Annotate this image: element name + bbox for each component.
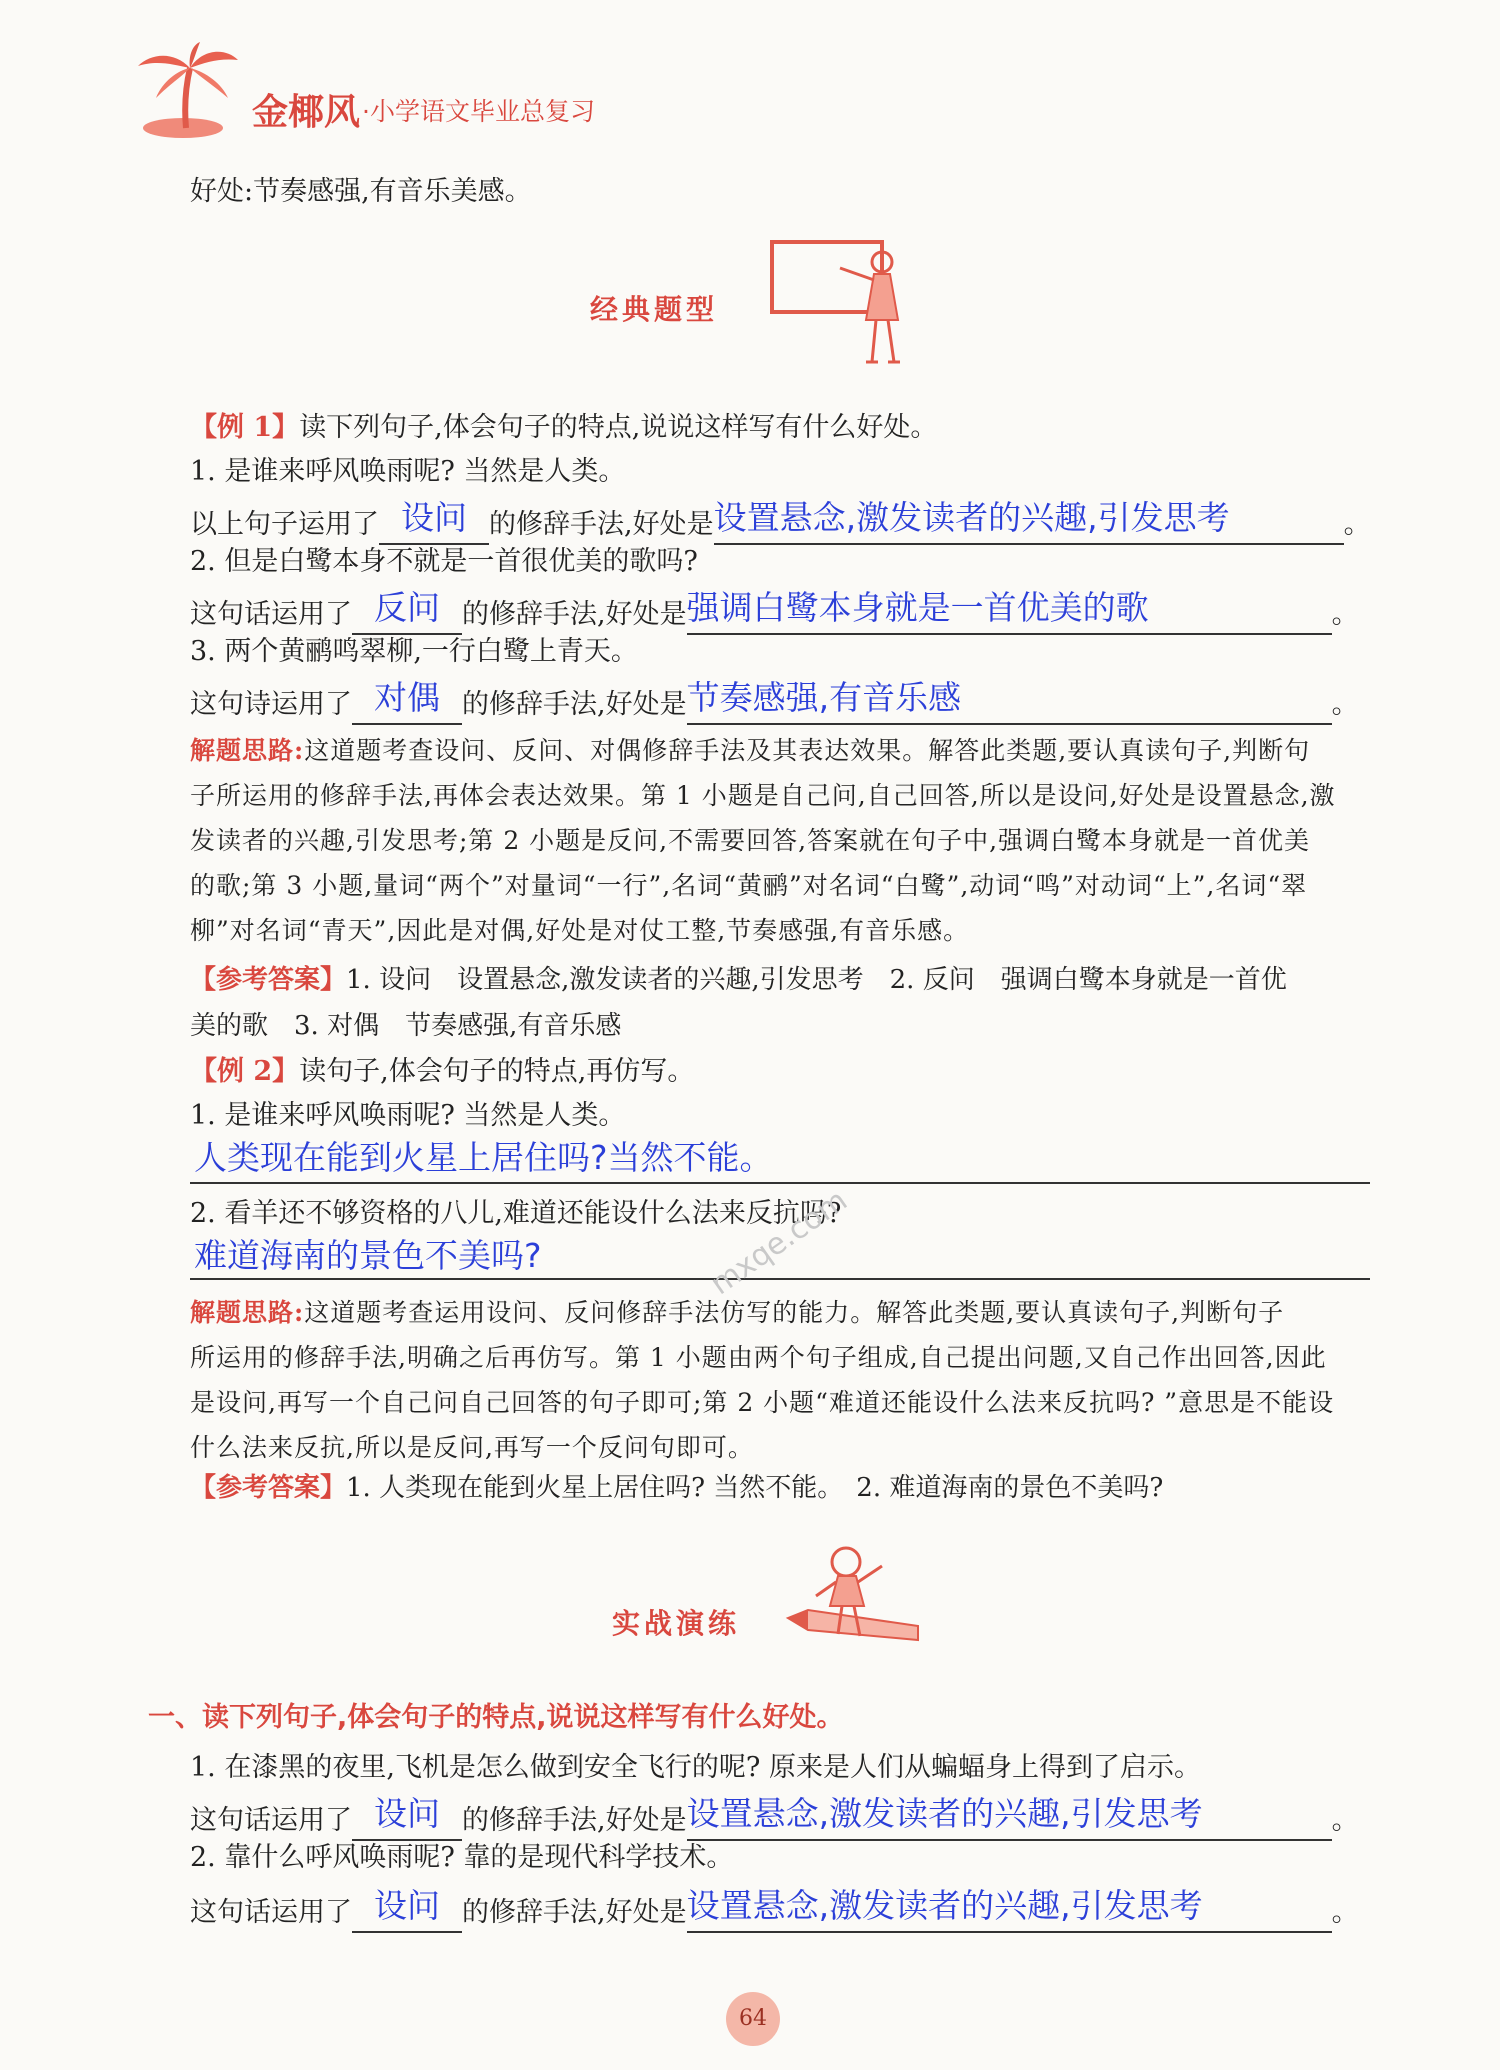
- section-title-classic: 经典题型: [590, 293, 719, 326]
- example2-prompt: 读句子,体会句子的特点,再仿写。: [299, 1056, 695, 1087]
- answer-device-2: 反问: [374, 588, 440, 627]
- example1-tag: 【例 1】: [190, 412, 300, 443]
- palm-tree-logo-icon: [128, 40, 243, 140]
- example1-sentence-1: 1. 是谁来呼风唤雨呢? 当然是人类。: [190, 456, 626, 487]
- book-subtitle: ·小学语文毕业总复习: [362, 97, 595, 126]
- practice-device-1: 设问: [374, 1794, 440, 1833]
- practice-answer-row-2: 这句话运用了 设问 的修辞手法,好处是设置悬念,激发读者的兴趣,引发思考 。: [190, 1884, 1359, 1933]
- example2-answer-line-1: 人类现在能到火星上居住吗?当然不能。: [190, 1136, 1370, 1184]
- example2-sentence-1: 1. 是谁来呼风唤雨呢? 当然是人类。: [190, 1100, 626, 1131]
- example2-reference: 【参考答案】1. 人类现在能到火星上居住吗? 当然不能。 2. 难道海南的景色不美吗?: [190, 1473, 1164, 1503]
- practice-heading: 一、读下列句子,体会句子的特点,说说这样写有什么好处。: [148, 1702, 844, 1733]
- practice-device-2: 设问: [374, 1886, 440, 1925]
- practice-sentence-2: 2. 靠什么呼风唤雨呢? 靠的是现代科学技术。: [190, 1842, 734, 1873]
- example1-reference: 【参考答案】1. 设问 设置悬念,激发读者的兴趣,引发思考 2. 反问 强调白鹭本身就是一首优: [190, 965, 1287, 995]
- example1-sentence-3: 3. 两个黄鹂鸣翠柳,一行白鹭上青天。: [190, 636, 638, 667]
- example2-tag: 【例 2】: [190, 1056, 300, 1087]
- example2-analysis: 解题思路:这道题考查运用设问、反问修辞手法仿写的能力。解答此类题,要认真读句子,判断句子 所运用的修辞手法,明确之后再仿写。第 1 小题由两个句子组成,自己提出问题,又自己作出回答,因此 是设问,再写一个自己问自己回答的句子即可;第 2 小题“难道还能设什么法来反抗吗? ”意思是不能设 什么法来反抗,所以是反问,再写一个反问句即可。: [190, 1298, 1335, 1462]
- watermark: mxqe.com: [704, 1182, 854, 1303]
- section-title-practice: 实战演练: [612, 1607, 741, 1640]
- practice-benefit-2: 设置悬念,激发读者的兴趣,引发思考: [686, 1886, 1203, 1925]
- answer-benefit-3: 节奏感强,有音乐感: [686, 678, 962, 717]
- practice-answer-row-1: 这句话运用了 设问 的修辞手法,好处是设置悬念,激发读者的兴趣,引发思考 。: [190, 1792, 1359, 1841]
- answer-device-3: 对偶: [374, 678, 440, 717]
- example2-answer-line-2: 难道海南的景色不美吗?: [190, 1234, 1370, 1280]
- page-number: 64: [726, 1992, 780, 2046]
- example1-reference-cont: 美的歌 3. 对偶 节奏感强,有音乐感: [190, 1011, 622, 1041]
- example2-sentence-2: 2. 看羊还不够资格的八儿,难道还能设什么法来反抗吗?: [190, 1198, 842, 1229]
- example1-prompt: 读下列句子,体会句子的特点,说说这样写有什么好处。: [299, 412, 938, 443]
- brand-name: 金椰风: [252, 92, 361, 133]
- practice-benefit-1: 设置悬念,激发读者的兴趣,引发思考: [686, 1794, 1203, 1833]
- example1-sentence-2: 2. 但是白鹭本身不就是一首很优美的歌吗?: [190, 546, 698, 577]
- example1-answer-row-2: 这句话运用了 反问 的修辞手法,好处是强调白鹭本身就是一首优美的歌 。: [190, 586, 1359, 635]
- answer-benefit-2: 强调白鹭本身就是一首优美的歌: [686, 588, 1149, 627]
- example1-analysis: 解题思路:这道题考查设问、反问、对偶修辞手法及其表达效果。解答此类题,要认真读句子,判断句: [190, 736, 1311, 765]
- intro-line: 好处:节奏感强,有音乐美感。: [190, 176, 532, 207]
- answer-benefit-1: 设置悬念,激发读者的兴趣,引发思考: [713, 498, 1230, 537]
- teacher-blackboard-icon: [770, 240, 920, 370]
- girl-on-pencil-icon: [778, 1540, 928, 1660]
- example1-analysis-cont: 子所运用的修辞手法,再体会表达效果。第 1 小题是自己问,自己回答,所以是设问,好处是设置悬念,激 发读者的兴趣,引发思考;第 2 小题是反问,不需要回答,答案就在句子中,强调白鹭本身就是一首优美 的歌;第 3 小题,量词“两个”对量词“一行”,名词“黄鹂”对名词“白鹭”,动词“鸣”对动词“上”,名词“翠 柳”对名词“青天”,因此是对偶,好处是对仗工整,节奏感强,有音乐感。: [190, 781, 1336, 945]
- answer-device-1: 设问: [401, 498, 467, 537]
- example1-answer-row-3: 这句诗运用了 对偶 的修辞手法,好处是节奏感强,有音乐感 。: [190, 676, 1359, 725]
- example1-answer-row-1: 以上句子运用了 设问 的修辞手法,好处是设置悬念,激发读者的兴趣,引发思考 。: [190, 496, 1371, 545]
- practice-sentence-1: 1. 在漆黑的夜里,飞机是怎么做到安全飞行的呢? 原来是人们从蝙蝠身上得到了启示。: [190, 1752, 1201, 1783]
